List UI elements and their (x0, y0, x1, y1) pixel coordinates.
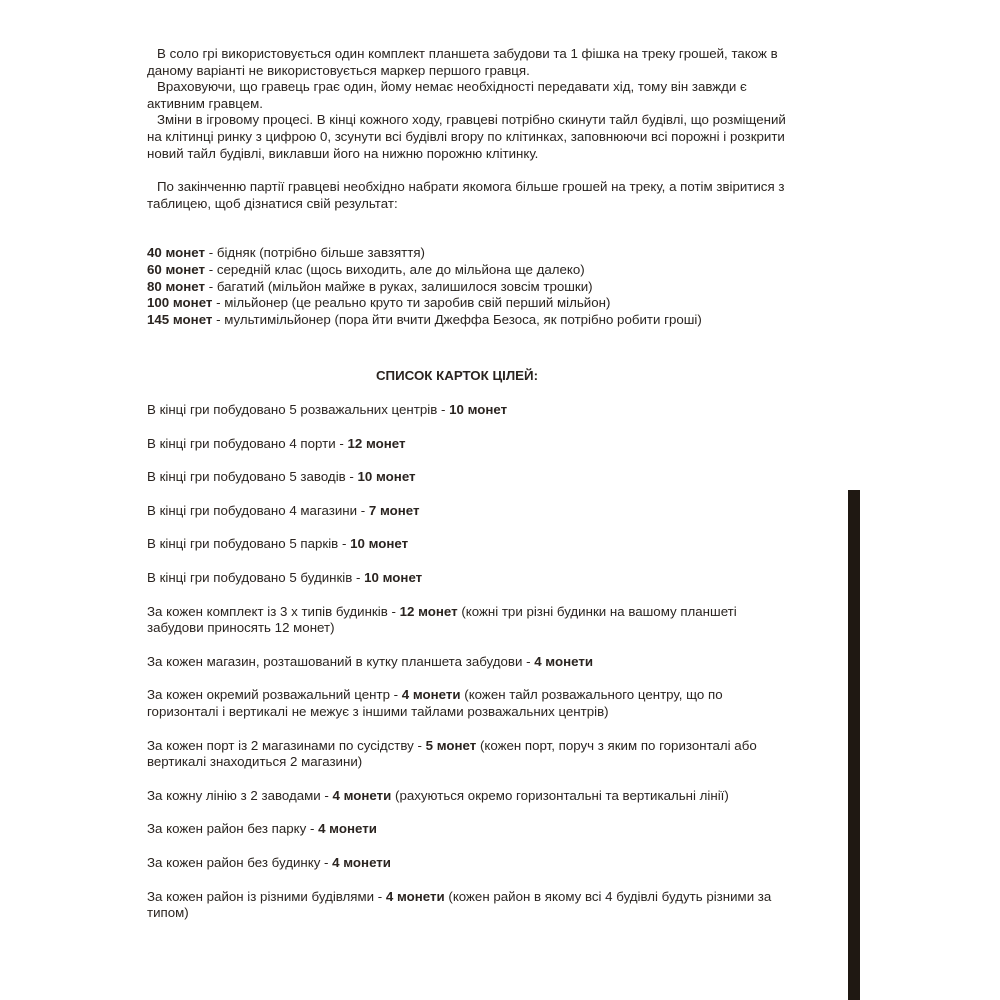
goal-text: В кінці гри побудовано 4 порти - (147, 435, 348, 451)
goal-text: В кінці гри побудовано 5 парків - (147, 536, 351, 552)
goal-reward: 10 монет (350, 536, 409, 552)
goal-item (147, 821, 787, 838)
score-row (147, 312, 787, 329)
goal-cards-list (147, 402, 787, 939)
score-description: - середній клас (щось виходить, але до мільйона ще далеко) (205, 261, 585, 277)
goal-text: За кожен окремий розважальний центр - (147, 687, 402, 703)
goal-item (147, 604, 787, 637)
goal-note: (рахуються окремо горизонтальні та вертикальні лінії) (391, 787, 729, 803)
goal-note: (кожен район в якому всі 4 будівлі будуть різними за типом) (147, 888, 772, 921)
goal-reward: 12 монет (347, 435, 406, 451)
goal-text: В кінці гри побудовано 5 будинків - (147, 569, 365, 585)
intro-paragraph: Зміни в ігровому процесі. В кінці кожного ходу, гравцеві потрібно скинути тайл будівлі, що розміщений на клітинці ринку з цифрою 0, зсунути всі будівлі вгору по клітинках, заповнюючи всі порожні і розкрити новий тайл будівлі, виклавши його на нижню порожню клітинку. (147, 112, 786, 161)
goal-item (147, 503, 787, 520)
intro-section (147, 46, 787, 212)
goal-reward: 12 монет (399, 603, 458, 619)
goal-cards-heading: СПИСОК КАРТОК ЦІЛЕЙ: (375, 368, 539, 383)
score-amount: 145 монет (147, 311, 213, 327)
goal-item (147, 654, 787, 671)
goal-text: За кожен район без парку - (147, 821, 319, 837)
goal-note: (кожен порт, поруч з яким по горизонталі або вертикалі знаходиться 2 магазини) (147, 737, 757, 770)
goal-reward: 4 монети (332, 854, 391, 870)
document-page (147, 46, 787, 921)
goal-reward: 5 монет (425, 737, 477, 753)
score-amount: 60 монет (147, 261, 206, 277)
goal-reward: 7 монет (368, 502, 420, 518)
goal-text: За кожну лінію з 2 заводами - (147, 787, 333, 803)
goal-text: За кожен район із різними будівлями - (147, 888, 386, 904)
goal-item (147, 402, 787, 419)
goal-item (147, 738, 787, 771)
goal-item (147, 855, 787, 872)
goal-item (147, 536, 787, 553)
score-amount: 40 монет (147, 245, 206, 261)
score-row (147, 279, 787, 296)
score-row (147, 295, 787, 312)
intro-paragraph: Враховуючи, що гравець грає один, йому немає необхідності передавати хід, тому він завжди є активним гравцем. (147, 79, 747, 111)
goal-item (147, 687, 787, 720)
goal-item (147, 436, 787, 453)
goal-reward: 10 монет (357, 469, 416, 485)
score-amount: 100 монет (147, 295, 213, 311)
goal-item (147, 889, 787, 922)
goal-item (147, 570, 787, 587)
goal-text: В кінці гри побудовано 5 заводів - (147, 469, 358, 485)
score-table (147, 245, 787, 328)
goal-reward: 10 монет (364, 569, 423, 585)
score-description: - мільйонер (це реально круто ти заробив свій перший мільйон) (212, 295, 611, 311)
score-row (147, 262, 787, 279)
goal-item (147, 469, 787, 486)
score-description: - мультимільйонер (пора йти вчити Джеффа Безоса, як потрібно робити гроші) (212, 311, 702, 327)
score-amount: 80 монет (147, 278, 206, 294)
score-description: - бідняк (потрібно більше завзяття) (205, 245, 425, 261)
page-edge-bar (848, 490, 860, 1000)
goal-text: В кінці гри побудовано 5 розважальних центрів - (147, 402, 450, 417)
goal-item (147, 788, 787, 805)
goal-note: (кожен тайл розважального центру, що по горизонталі і вертикалі не межує з іншими тайлами розважальних центрів) (147, 687, 723, 719)
goal-note: (кожні три різні будинки на вашому планшеті забудови приносять 12 монет) (147, 603, 737, 636)
goal-text: За кожен магазин, розташований в кутку планшета забудови - (147, 653, 535, 669)
goal-text: За кожен комплект із 3 х типів будинків - (147, 603, 400, 619)
score-description: - багатий (мільйон майже в руках, залишилося зовсім трошки) (205, 278, 593, 294)
goal-reward: 4 монети (332, 787, 392, 803)
goal-reward: 4 монети (401, 687, 461, 703)
goal-reward: 4 монети (385, 888, 445, 904)
goal-reward: 4 монети (318, 821, 377, 837)
end-game-paragraph: По закінченню партії гравцеві необхідно набрати якомога більше грошей на треку, а потім звіритися з таблицею, щоб дізнатися свій результат: (147, 179, 785, 211)
score-row (147, 245, 787, 262)
goal-text: За кожен район без будинку - (147, 854, 333, 870)
goal-text: В кінці гри побудовано 4 магазини - (147, 502, 369, 518)
goal-text: За кожен порт із 2 магазинами по сусідству - (147, 737, 426, 753)
intro-paragraph: В соло грі використовується один комплект планшета забудови та 1 фішка на треку грошей, також в даному варіанті не використовується маркер першого гравця. (147, 46, 778, 78)
goal-reward: 4 монети (534, 653, 594, 669)
goal-reward: 10 монет (449, 402, 508, 417)
